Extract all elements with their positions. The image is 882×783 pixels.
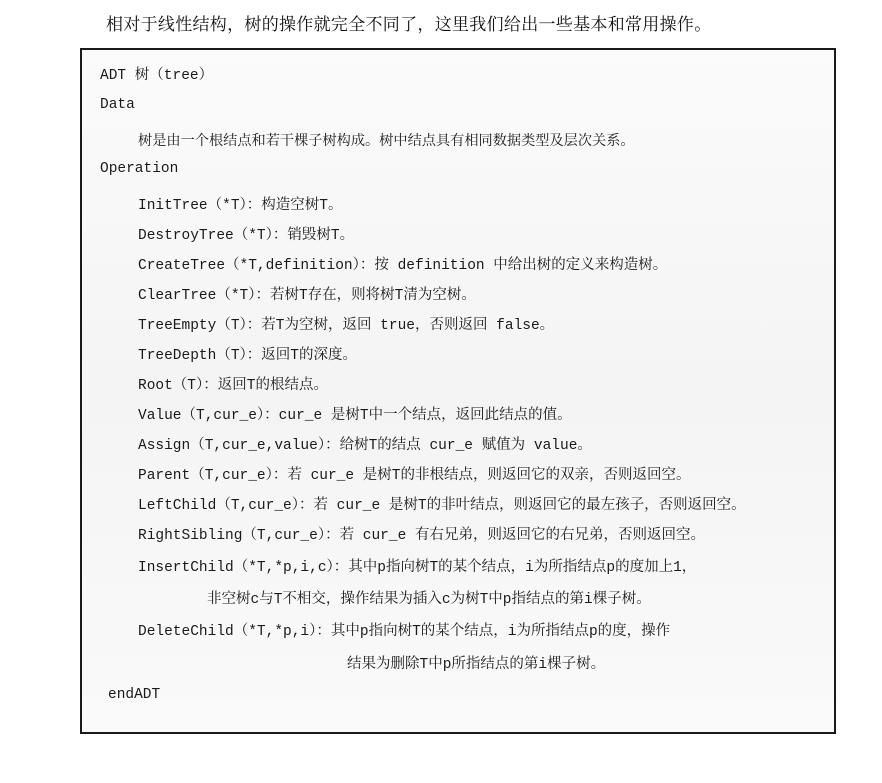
op-cleartree: ClearTree（*T）：若树T存在，则将树T清为空树。 bbox=[138, 288, 476, 304]
op-parent: Parent（T,cur_e）：若 cur_e 是树T的非根结点，则返回它的双亲，否则返回空。 bbox=[138, 468, 691, 484]
op-inittree: InitTree（*T）：构造空树T。 bbox=[138, 198, 343, 214]
operation-label: Operation bbox=[100, 161, 179, 177]
op-rightsibling: RightSibling（T,cur_e）：若 cur_e 有右兄弟，则返回它的右兄弟，否则返回空。 bbox=[138, 528, 705, 544]
op-treedepth: TreeDepth（T）：返回T的深度。 bbox=[138, 348, 357, 364]
op-insertchild-cont: 非空树c与T不相交，操作结果为插入c为树T中p指结点的第i棵子树。 bbox=[207, 592, 651, 608]
op-treeempty: TreeEmpty（T）：若T为空树，返回 true，否则返回 false。 bbox=[138, 318, 555, 334]
intro-text: 相对于线性结构，树的操作就完全不同了，这里我们给出一些基本和常用操作。 bbox=[106, 15, 712, 35]
op-deletechild: DeleteChild（*T,*p,i）：其中p指向树T的某个结点，i为所指结点p的度，操作 bbox=[138, 624, 671, 640]
adt-header: ADT 树（tree） bbox=[100, 68, 214, 84]
op-deletechild-cont: 结果为删除T中p所指结点的第i棵子树。 bbox=[347, 657, 606, 673]
op-insertchild: InsertChild（*T,*p,i,c）：其中p指向树T的某个结点，i为所指结点p的度加上1， bbox=[138, 560, 697, 576]
data-label: Data bbox=[100, 97, 135, 113]
op-root: Root（T）：返回T的根结点。 bbox=[138, 378, 328, 394]
adt-end: endADT bbox=[108, 687, 161, 703]
op-value: Value（T,cur_e）：cur_e 是树T中一个结点，返回此结点的值。 bbox=[138, 408, 572, 424]
op-destroytree: DestroyTree（*T）：销毁树T。 bbox=[138, 228, 355, 244]
data-description: 树是由一个根结点和若干棵子树构成。树中结点具有相同数据类型及层次关系。 bbox=[138, 133, 635, 149]
op-leftchild: LeftChild（T,cur_e）：若 cur_e 是树T的非叶结点，则返回它的最左孩子，否则返回空。 bbox=[138, 498, 746, 514]
op-assign: Assign（T,cur_e,value）：给树T的结点 cur_e 赋值为 value。 bbox=[138, 438, 592, 454]
op-createtree: CreateTree（*T,definition）：按 definition 中给出树的定义来构造树。 bbox=[138, 258, 668, 274]
adt-definition-box bbox=[80, 48, 836, 734]
